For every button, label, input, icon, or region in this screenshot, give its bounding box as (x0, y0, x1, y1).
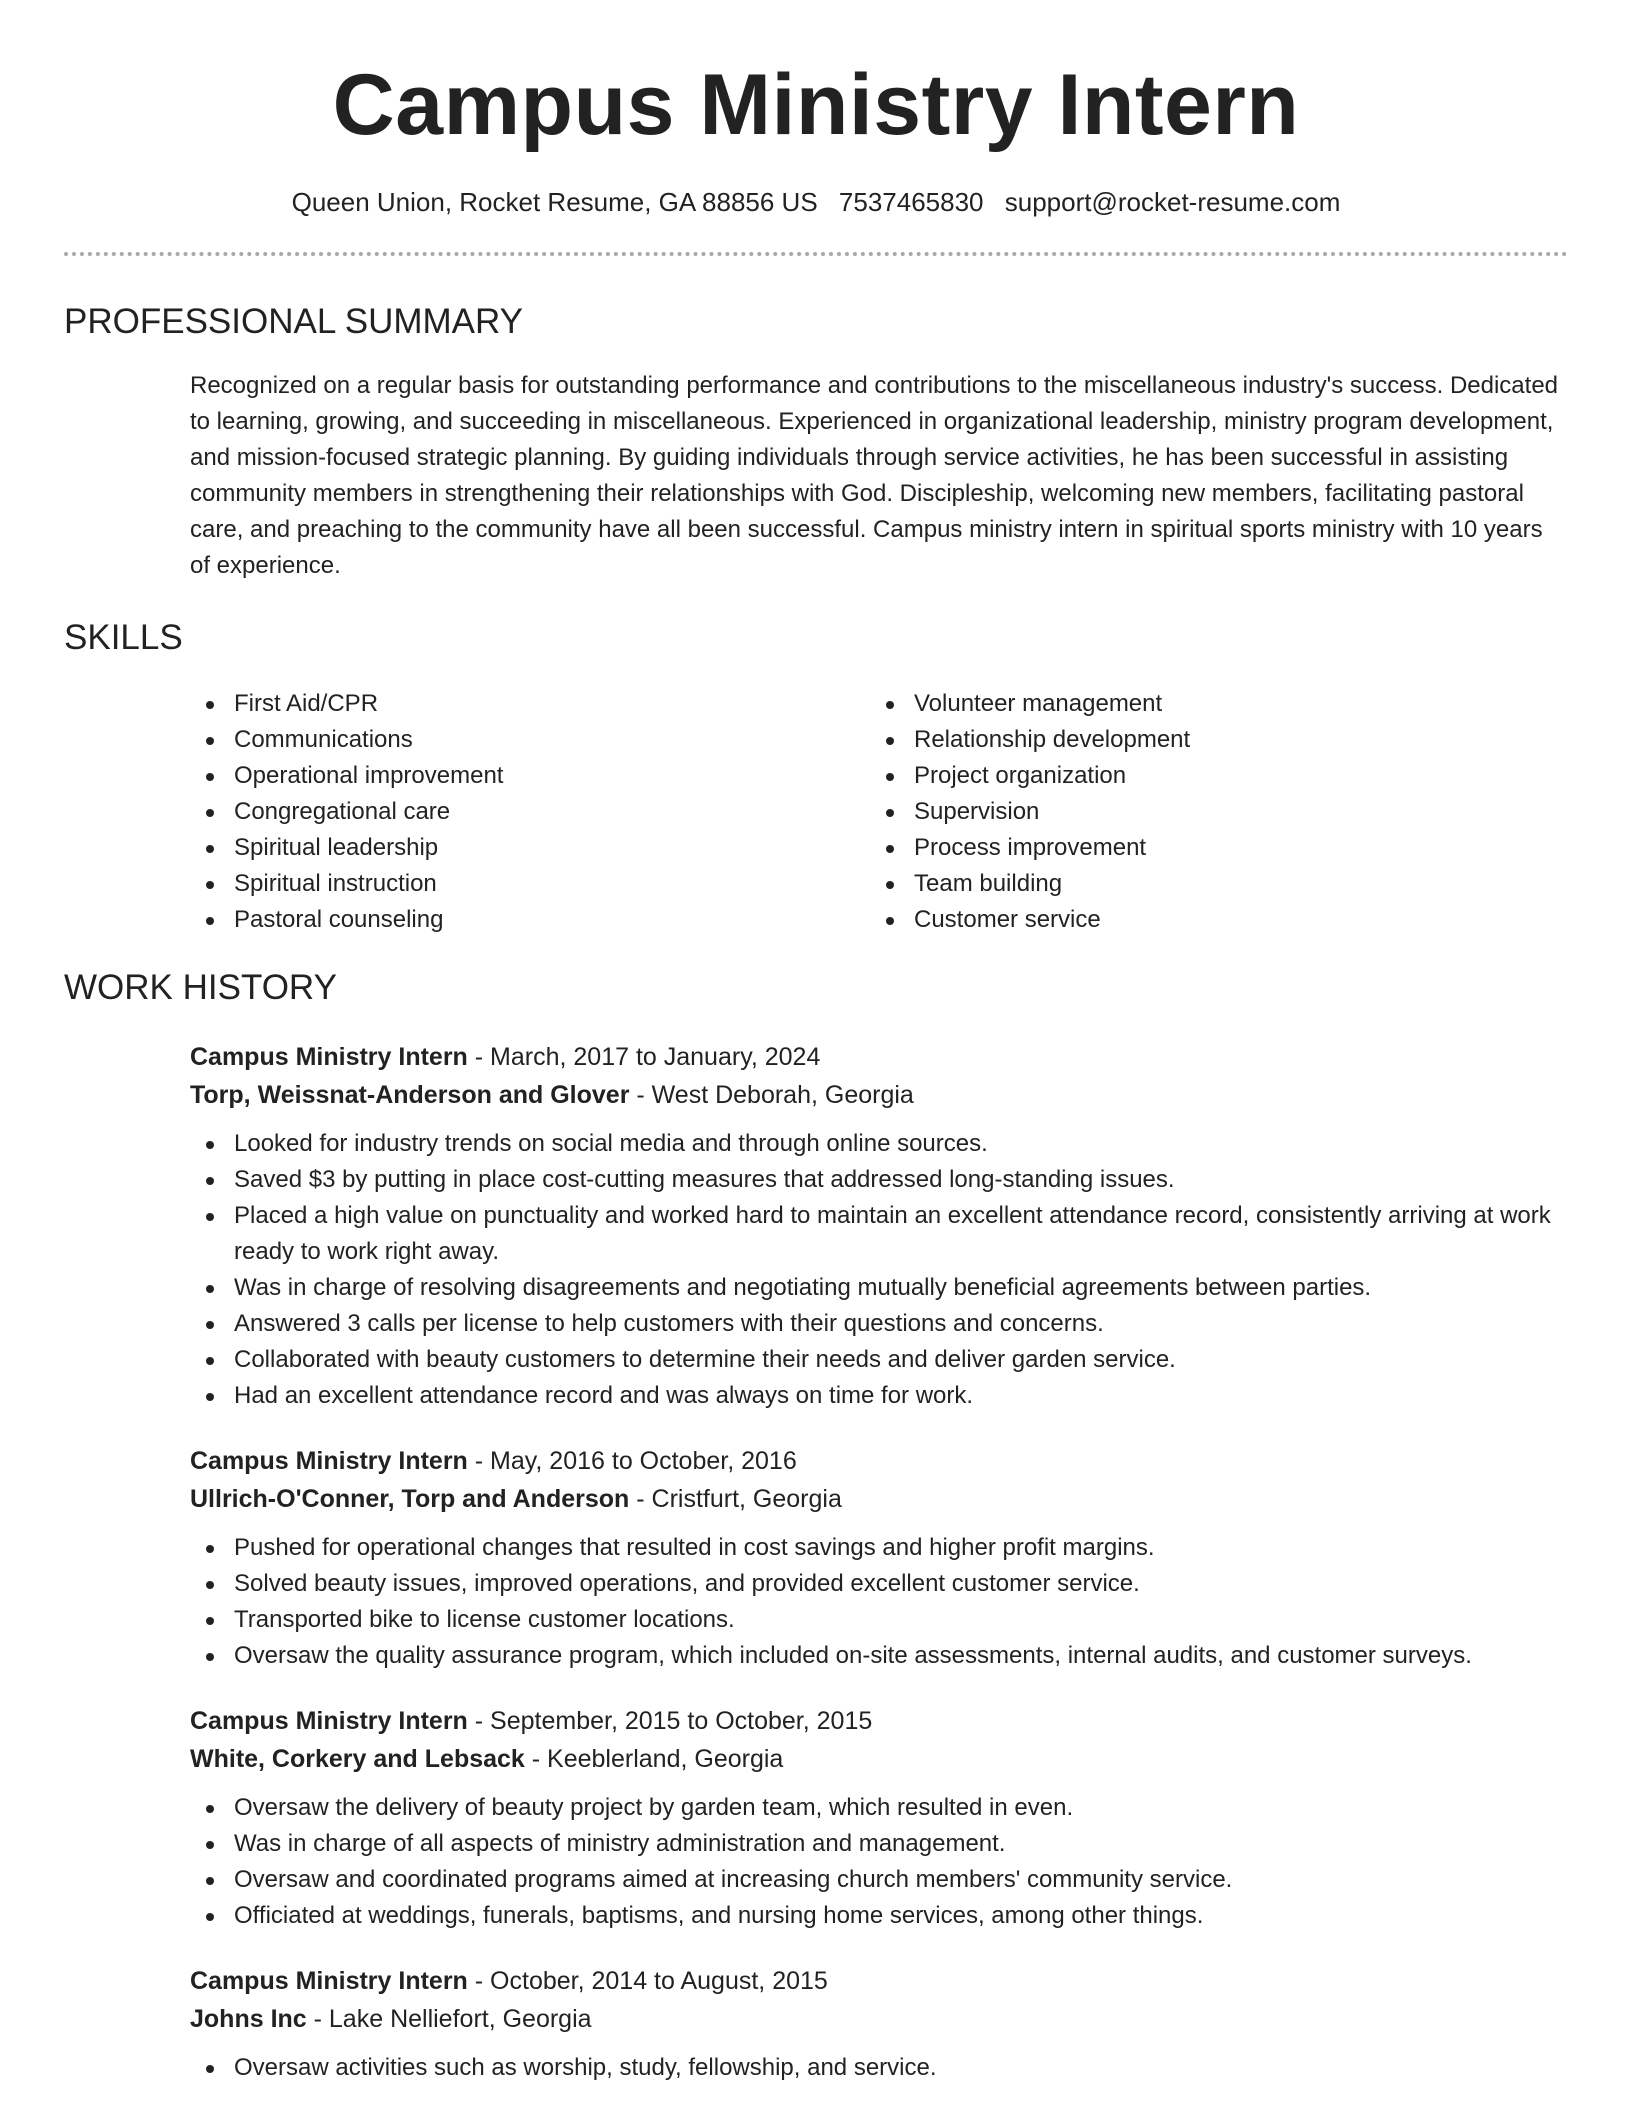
separator: - (467, 1706, 491, 1735)
skill-item: Operational improvement (190, 758, 870, 794)
separator: - (524, 1744, 548, 1773)
skills-list-right (870, 686, 1550, 938)
summary-heading: PROFESSIONAL SUMMARY (64, 301, 523, 341)
job-entry (190, 1442, 1568, 1674)
job-bullet: Transported bike to license customer locations. (190, 1602, 1568, 1638)
job-entry (190, 1702, 1568, 1934)
header-divider (64, 252, 1568, 256)
job-company-line (190, 1480, 1568, 1518)
skill-item: Customer service (870, 902, 1550, 938)
job-company: Ullrich-O'Conner, Torp and Anderson (190, 1484, 630, 1513)
job-dates: May, 2016 to October, 2016 (490, 1446, 797, 1475)
job-bullet: Collaborated with beauty customers to determine their needs and deliver garden service. (190, 1342, 1568, 1378)
job-company: Torp, Weissnat-Anderson and Glover (190, 1080, 630, 1109)
candidate-name: Campus Ministry Intern (332, 57, 1300, 153)
separator: - (467, 1042, 491, 1071)
contact-address: Queen Union, Rocket Resume, GA 88856 US (291, 186, 818, 217)
skills-section (0, 618, 1632, 938)
job-company-line (190, 2000, 1568, 2038)
job-bullet: Looked for industry trends on social media and through online sources. (190, 1126, 1568, 1162)
job-bullets (190, 1530, 1568, 1674)
contact-email: support@rocket-resume.com (1004, 186, 1341, 217)
skill-item: Process improvement (870, 830, 1550, 866)
skill-item: Team building (870, 866, 1550, 902)
job-location: Cristfurt, Georgia (651, 1484, 842, 1513)
summary-text: Recognized on a regular basis for outstanding performance and contributions to the miscellaneous industry's success. Dedicated to learning, growing, and succeeding in miscellaneous. Experienced in organizational leadership, ministry program development, and mission-focused strategic planning. By guiding individuals through service activities, he has been successful in assisting community members in strengthening their relationships with God. Discipleship, welcoming new members, facilitating pastoral care, and preaching to the community have all been successful. Campus ministry intern in spiritual sports ministry with 10 years of experience. (190, 371, 1559, 579)
job-bullets (190, 2050, 1568, 2086)
resume-header (0, 0, 1632, 218)
job-bullet: Oversaw the delivery of beauty project by garden team, which resulted in even. (190, 1790, 1568, 1826)
job-bullet: Placed a high value on punctuality and worked hard to maintain an excellent attendance record, consistently arriving at work ready to work right away. (190, 1198, 1568, 1270)
job-title: Campus Ministry Intern (190, 1446, 468, 1475)
skill-item: Relationship development (870, 722, 1550, 758)
job-bullets (190, 1790, 1568, 1934)
skill-item: Volunteer management (870, 686, 1550, 722)
job-title: Campus Ministry Intern (190, 1706, 468, 1735)
job-bullet: Was in charge of all aspects of ministry administration and management. (190, 1826, 1568, 1862)
contact-phone: 7537465830 (838, 186, 984, 217)
skill-item: Spiritual leadership (190, 830, 870, 866)
job-title-line (190, 1962, 1568, 2000)
skill-item: Spiritual instruction (190, 866, 870, 902)
job-bullet: Pushed for operational changes that resulted in cost savings and higher profit margins. (190, 1530, 1568, 1566)
skills-list-left (190, 686, 870, 938)
separator: - (629, 1484, 652, 1513)
job-bullet: Oversaw activities such as worship, study, fellowship, and service. (190, 2050, 1568, 2086)
job-dates: October, 2014 to August, 2015 (490, 1966, 828, 1995)
job-bullet: Officiated at weddings, funerals, baptisms, and nursing home services, among other things. (190, 1898, 1568, 1934)
job-location: Lake Nelliefort, Georgia (328, 2004, 592, 2033)
skill-item: Communications (190, 722, 870, 758)
job-company: Johns Inc (190, 2004, 307, 2033)
job-location: West Deborah, Georgia (651, 1080, 914, 1109)
job-dates: March, 2017 to January, 2024 (490, 1042, 821, 1071)
skill-item: First Aid/CPR (190, 686, 870, 722)
job-dates: September, 2015 to October, 2015 (490, 1706, 873, 1735)
job-bullets (190, 1126, 1568, 1414)
job-bullet: Answered 3 calls per license to help customers with their questions and concerns. (190, 1306, 1568, 1342)
job-location: Keeblerland, Georgia (547, 1744, 784, 1773)
job-bullet: Oversaw the quality assurance program, which included on-site assessments, internal audits, and customer surveys. (190, 1638, 1568, 1674)
separator: - (306, 2004, 329, 2033)
job-company-line (190, 1076, 1568, 1114)
job-bullet: Solved beauty issues, improved operations, and provided excellent customer service. (190, 1566, 1568, 1602)
job-bullet: Saved $3 by putting in place cost-cutting measures that addressed long-standing issues. (190, 1162, 1568, 1198)
skills-heading: SKILLS (64, 617, 183, 657)
skill-item: Pastoral counseling (190, 902, 870, 938)
skills-columns (190, 686, 1568, 938)
separator: - (629, 1080, 652, 1109)
contact-line (0, 187, 1632, 218)
job-title: Campus Ministry Intern (190, 1966, 468, 1995)
job-entry (190, 1038, 1568, 1414)
job-company-line (190, 1740, 1568, 1778)
job-bullet: Oversaw and coordinated programs aimed at increasing church members' community service. (190, 1862, 1568, 1898)
job-title-line (190, 1442, 1568, 1480)
work-history-section (0, 968, 1632, 2086)
job-title-line (190, 1702, 1568, 1740)
skill-item: Congregational care (190, 794, 870, 830)
job-title: Campus Ministry Intern (190, 1042, 468, 1071)
skill-item: Project organization (870, 758, 1550, 794)
separator: - (467, 1446, 491, 1475)
skill-item: Supervision (870, 794, 1550, 830)
separator: - (467, 1966, 491, 1995)
work-history-heading: WORK HISTORY (64, 967, 337, 1007)
job-entry (190, 1962, 1568, 2086)
job-bullet: Was in charge of resolving disagreements and negotiating mutually beneficial agreements between parties. (190, 1270, 1568, 1306)
job-bullet: Had an excellent attendance record and was always on time for work. (190, 1378, 1568, 1414)
job-title-line (190, 1038, 1568, 1076)
summary-section (0, 302, 1632, 584)
job-company: White, Corkery and Lebsack (190, 1744, 525, 1773)
